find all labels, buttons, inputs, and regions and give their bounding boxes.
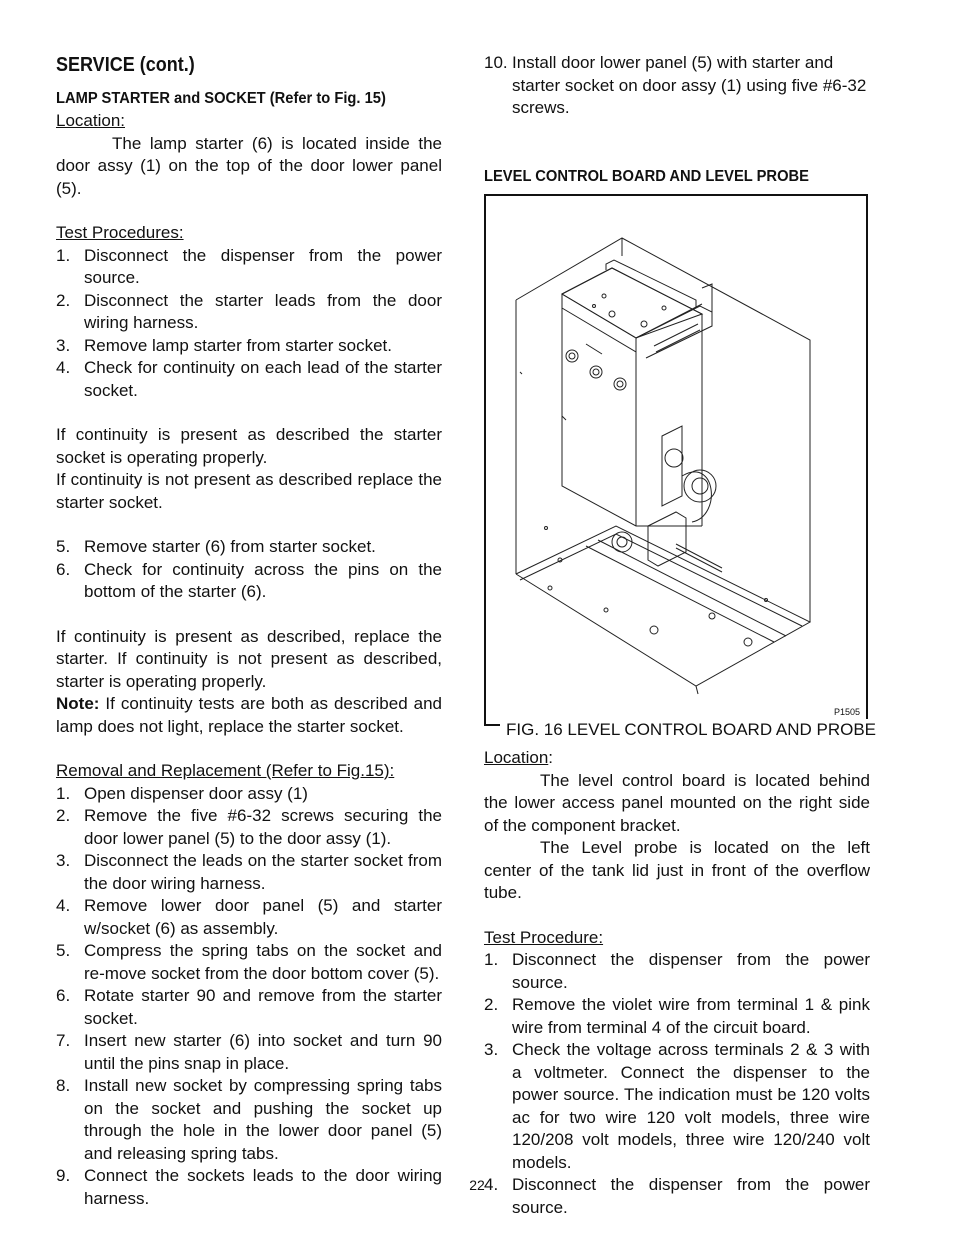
step-number: 3.: [484, 1040, 499, 1059]
level-control-heading: LEVEL CONTROL BOARD AND LEVEL PROBE: [484, 167, 809, 185]
test-procedures-label: Test Procedures:: [56, 223, 184, 242]
location-label: Location:: [56, 111, 125, 130]
list-item: [56, 895, 442, 940]
step-number: 4.: [56, 896, 71, 915]
step-text: Compress the spring tabs on the socket and re-move socket from the door bottom cover (5).: [84, 941, 442, 983]
page-number: 22: [469, 1177, 485, 1193]
step-text: Check the voltage across terminals 2 & 3 with a voltmeter. Connect the dispenser to the power source. The indication must be 120 volts ac for two wire 120 volt models, three wire 120/208 volt models, three wire 120/240 volt models.: [512, 1040, 870, 1172]
left-column: [56, 52, 442, 1210]
continuity-paragraph-1: If continuity is present as described the starter socket is operating properly.: [56, 425, 442, 467]
step-number: 5.: [56, 941, 71, 960]
location-text: The lamp starter (6) is located inside the door assy (1) on the top of the door lower panel (5).: [56, 133, 442, 198]
level-control-drawing: [486, 196, 866, 724]
step-text: Check for continuity across the pins on the bottom of the starter (6).: [84, 559, 442, 601]
removal-steps-list: [56, 783, 442, 1211]
step-number: 2.: [484, 995, 499, 1014]
step-text: Remove lower door panel (5) and starter w/socket (6) as assembly.: [84, 896, 442, 938]
step-number: 1.: [56, 245, 71, 265]
list-item: [56, 536, 442, 559]
test-steps-list: [56, 245, 442, 403]
step-text: Disconnect the starter leads from the door wiring harness.: [84, 290, 442, 332]
location-line: [484, 747, 870, 770]
step-text: Remove the five #6-32 screws securing the door lower panel (5) to the door assy (1).: [84, 806, 442, 848]
figure-code: P1505: [834, 707, 861, 717]
right-column-lower: [484, 747, 870, 1219]
list-item: [56, 850, 442, 895]
location-text-1: The level control board is located behind the lower access panel mounted on the right side of the component bracket.: [484, 770, 870, 835]
list-item: [484, 949, 870, 994]
step-number: 5.: [56, 537, 71, 556]
step-number: 4.: [484, 1175, 499, 1194]
step-number: 9.: [56, 1166, 71, 1185]
step-text: Connect the sockets leads to the door wiring harness.: [84, 1166, 442, 1208]
test-procedure-label: Test Procedure:: [484, 927, 604, 947]
list-item: [56, 290, 442, 335]
step-text: Remove starter (6) from starter socket.: [84, 537, 376, 556]
note-text: If continuity tests are both as described and lamp does not light, replace the starter socket.: [56, 694, 442, 736]
list-item: [56, 805, 442, 850]
list-item: [484, 1039, 870, 1174]
location-label-right: Location: [484, 748, 549, 767]
step-number: 10.: [484, 53, 508, 72]
step-number: 2.: [56, 290, 71, 310]
list-item: [56, 559, 442, 604]
step-number: 3.: [56, 335, 71, 355]
step-text: Check for continuity on each lead of the starter socket.: [84, 358, 442, 400]
list-item: [56, 1030, 442, 1075]
step-text: Install new socket by compressing spring tabs on the socket and pushing the socket up through the hole in the lower door panel (5) and releasing spring tabs.: [84, 1076, 442, 1163]
figure-caption: FIG. 16 LEVEL CONTROL BOARD AND PROBE: [500, 719, 882, 741]
step-text: Remove the violet wire from terminal 1 & pink wire from terminal 4 of the circuit board.: [512, 995, 870, 1037]
test-steps-list-2: [56, 536, 442, 604]
step-text: Disconnect the dispenser from the power source.: [512, 1175, 870, 1217]
step-text: Disconnect the dispenser from the power source.: [84, 245, 442, 287]
step-number: 6.: [56, 986, 71, 1005]
step-text: Rotate starter 90 and remove from the starter socket.: [84, 986, 442, 1028]
lamp-starter-heading: LAMP STARTER and SOCKET (Refer to Fig. 15): [56, 90, 386, 107]
step-text: Open dispenser door assy (1): [84, 783, 308, 803]
list-item: [56, 940, 442, 985]
step-text: Insert new starter (6) into socket and turn 90 until the pins snap in place.: [84, 1031, 442, 1073]
list-item: [56, 783, 442, 806]
note-paragraph: [56, 693, 442, 738]
continuity-paragraph-2: If continuity is not present as described replace the starter socket.: [56, 470, 442, 512]
step-number: 7.: [56, 1031, 71, 1050]
list-item: [56, 335, 442, 358]
step-text: Disconnect the leads on the starter socket from the door wiring harness.: [84, 851, 442, 893]
list-item: [56, 245, 442, 290]
step-number: 1.: [484, 950, 499, 969]
list-item: [484, 994, 870, 1039]
list-item: [56, 985, 442, 1030]
right-column: [484, 52, 870, 188]
step-number: 1.: [56, 783, 71, 803]
continuity-paragraph-3: If continuity is present as described, replace the starter. If continuity is not present as described, starter is operating properly.: [56, 626, 442, 691]
step-number: 3.: [56, 851, 71, 870]
list-item: [56, 1075, 442, 1165]
step-text: Install door lower panel (5) with starter and starter socket on door assy (1) using five #6-32 screws.: [512, 53, 867, 117]
figure-16: [484, 194, 868, 726]
step-number: 6.: [56, 559, 71, 579]
step-number: 4.: [56, 358, 71, 377]
note-label: Note:: [56, 694, 100, 713]
location-text-2: The Level probe is located on the left center of the tank lid just in front of the overflow tube.: [484, 838, 870, 902]
step-text: Disconnect the dispenser from the power source.: [512, 950, 870, 992]
page-title: SERVICE (cont.): [56, 54, 195, 76]
location-colon: :: [548, 748, 554, 767]
list-item: [484, 52, 870, 120]
list-item: [56, 357, 442, 402]
step-number: 8.: [56, 1076, 71, 1095]
step-text: Remove lamp starter from starter socket.: [84, 335, 392, 355]
step-number: 2.: [56, 806, 71, 825]
removal-label: Removal and Replacement (Refer to Fig.15):: [56, 761, 395, 780]
